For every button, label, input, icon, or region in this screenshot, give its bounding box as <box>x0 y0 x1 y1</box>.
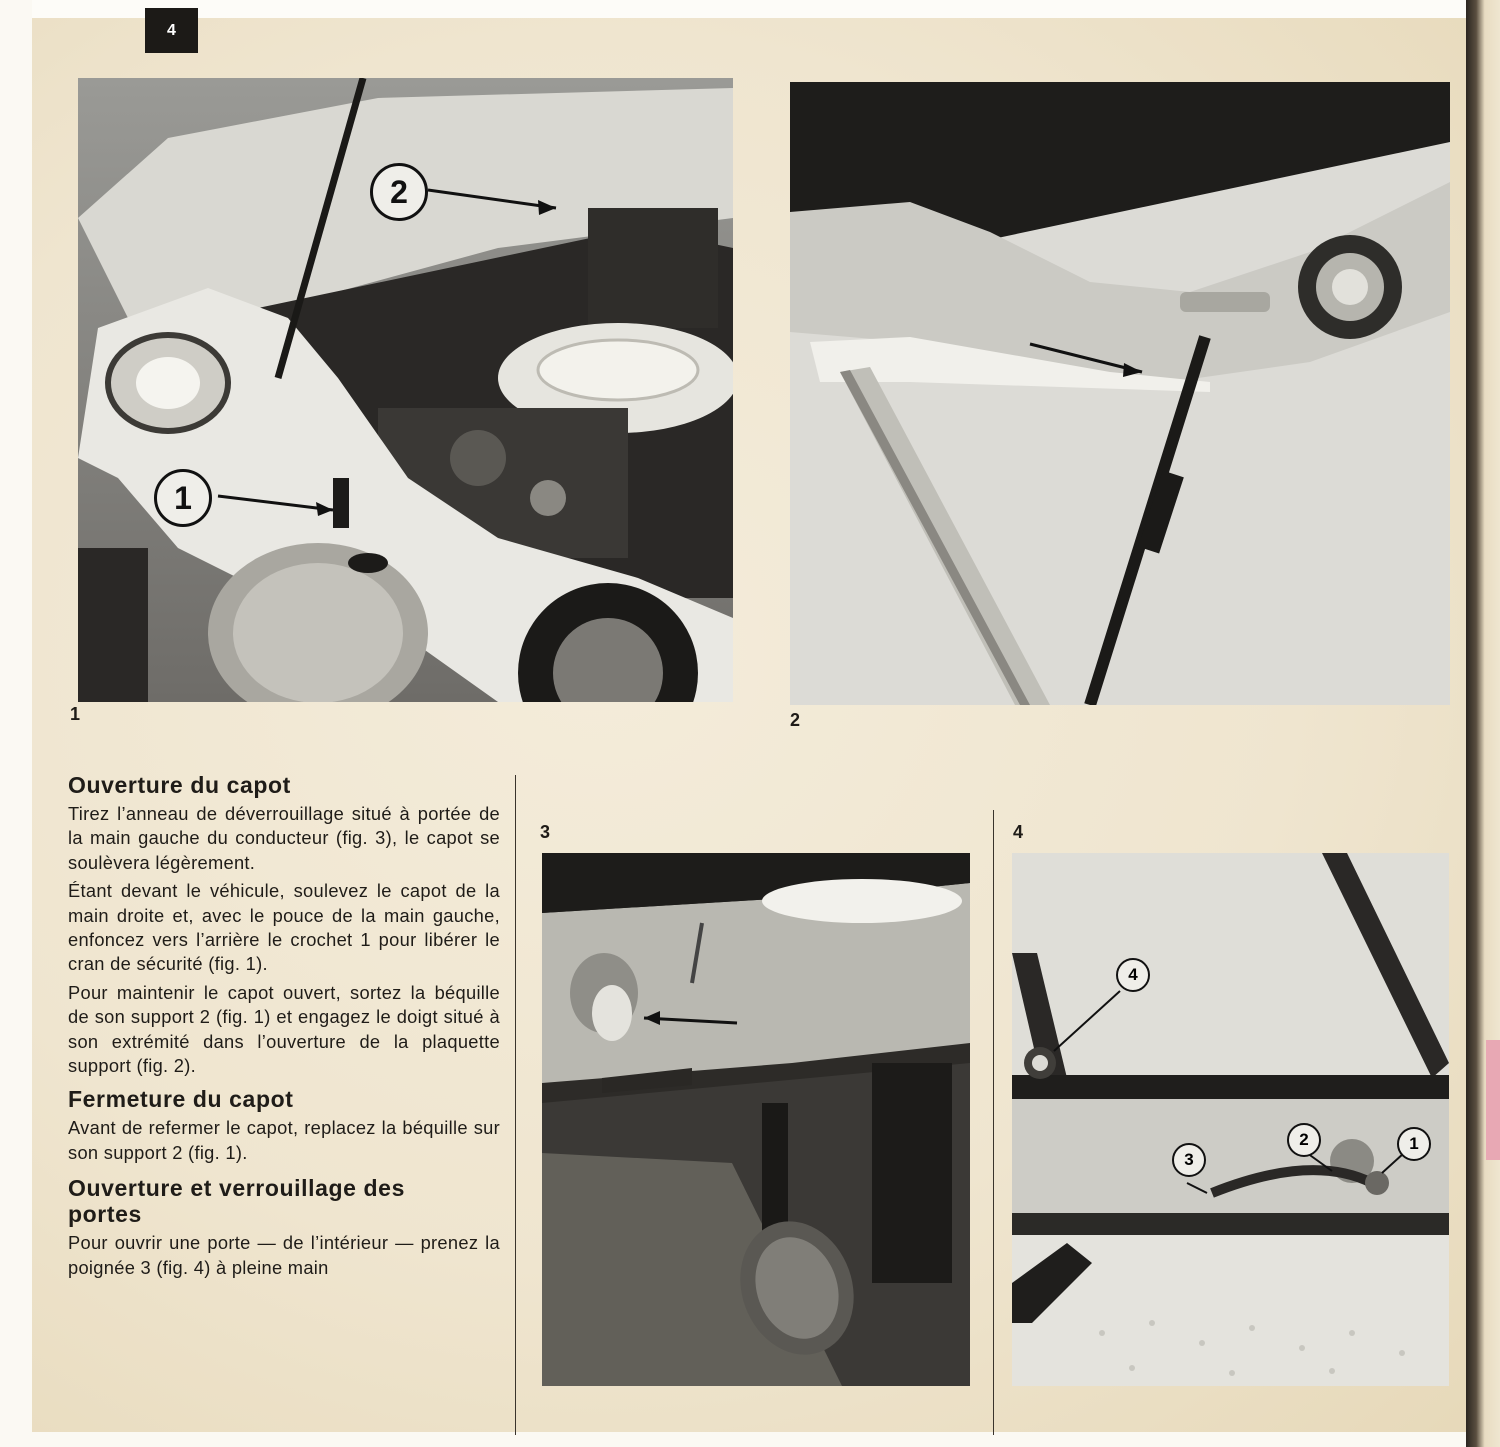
callout-1-fig4: 1 <box>1397 1127 1431 1161</box>
paragraph: Pour ouvrir une porte — de l’intérieur — prenez la poignée 3 (fig. 4) à pleine main <box>68 1232 500 1278</box>
figure-4-label: 4 <box>1013 822 1024 842</box>
callout-2-fig1: 2 <box>370 163 428 221</box>
paragraph: Pour maintenir le capot ouvert, sortez la béquille de son support 2 (fig. 1) et engagez le doigt situé à son extrémité dans l’ouverture de la plaquette support (fig. 2). <box>68 981 500 1077</box>
instruction-text-column <box>68 772 500 1280</box>
page-edge <box>0 1432 1500 1447</box>
page-edge <box>0 0 1500 18</box>
figure-2-label: 2 <box>790 710 801 730</box>
paragraph: Tirez l’anneau de déverrouillage situé à portée de la main gauche du conducteur (fig. 3), le capot se soulèvera légèrement. <box>68 803 500 873</box>
section-title-opening-hood: Ouverture du capot <box>68 772 291 798</box>
callout-4-fig4: 4 <box>1116 958 1150 992</box>
page-edge <box>0 0 32 1447</box>
figure-3-label: 3 <box>540 822 551 842</box>
paragraph: Étant devant le véhicule, soulevez le capot de la main droite et, avec le pouce de la main gauche, enfoncez vers l’arrière le crochet 1 pour libérer le cran de sécurité (fig. 1). <box>68 880 500 975</box>
callout-1-fig1: 1 <box>154 469 212 527</box>
figure-3-photo <box>542 853 970 1386</box>
page-number: 4 <box>167 21 176 39</box>
figure-2-photo <box>790 82 1450 705</box>
column-divider <box>515 775 516 1435</box>
column-divider <box>993 810 994 1435</box>
figure-4-photo <box>1012 853 1449 1386</box>
figure-1-label: 1 <box>70 704 81 724</box>
section-title-closing-hood: Fermeture du capot <box>68 1086 294 1113</box>
paragraph: Avant de refermer le capot, replacez la béquille sur son support 2 (fig. 1). <box>68 1117 500 1163</box>
book-spine <box>1466 0 1500 1447</box>
spine-mark <box>1486 1040 1500 1160</box>
section-title-doors: Ouverture et verrouillage des portes <box>68 1175 405 1228</box>
callout-3-fig4: 3 <box>1172 1143 1206 1177</box>
page-number-box <box>145 8 198 53</box>
callout-2-fig4: 2 <box>1287 1123 1321 1157</box>
